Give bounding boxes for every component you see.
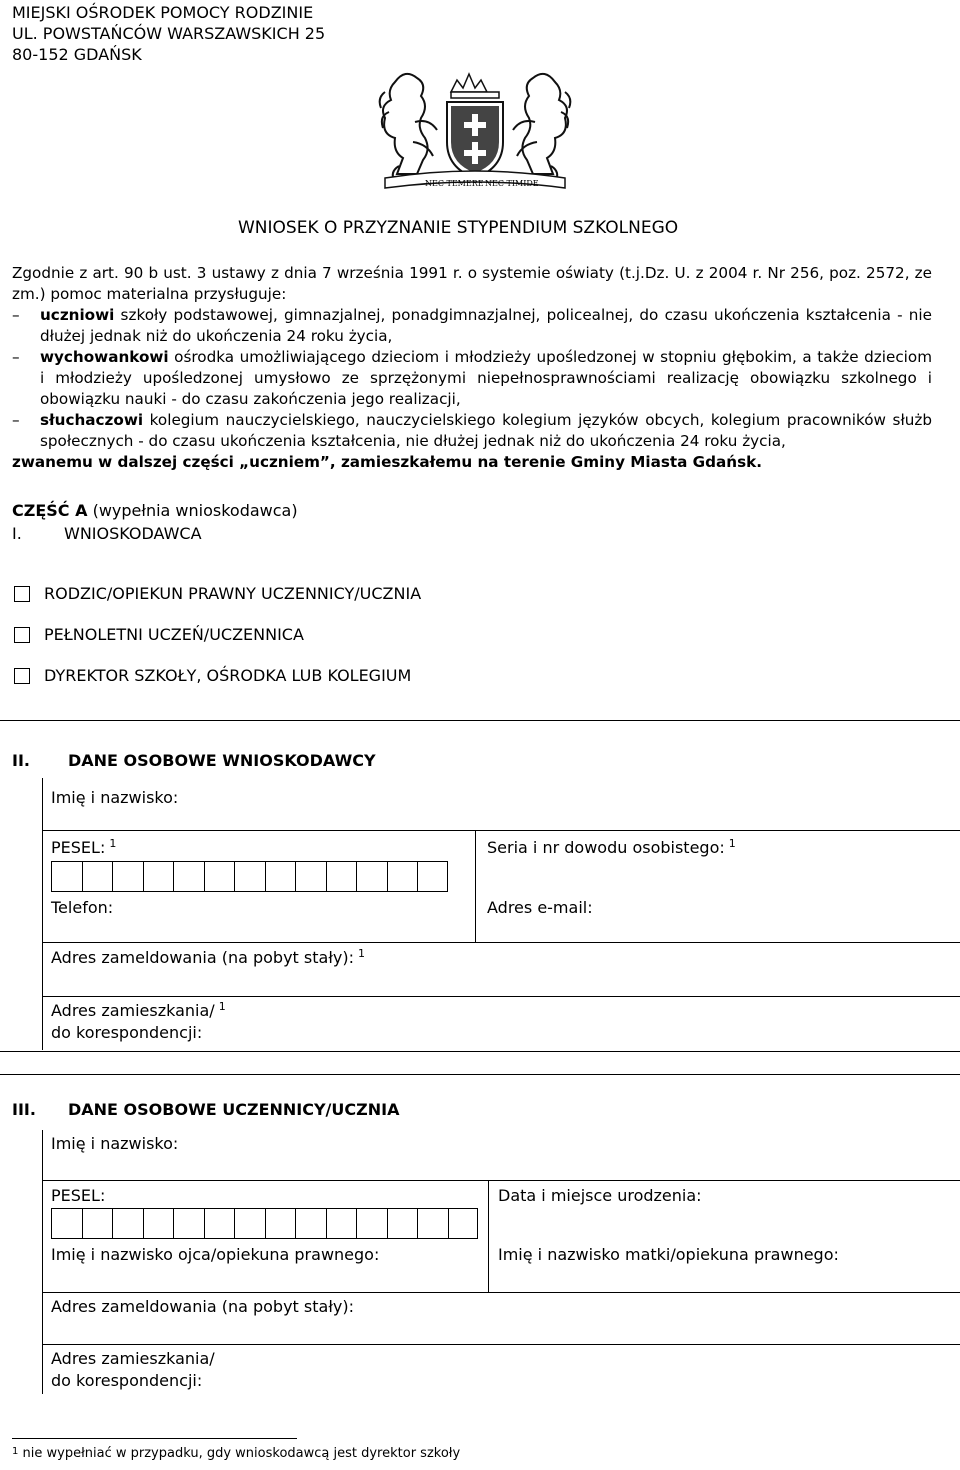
applicant-email-label: Adres e-mail: [487, 898, 593, 917]
section-2-title: DANE OSOBOWE WNIOSKODAWCY [68, 751, 376, 770]
footnote-mark: 1 [12, 1446, 19, 1457]
divider [42, 942, 960, 943]
checkbox-label: DYREKTOR SZKOŁY, OŚRODKA LUB KOLEGIUM [44, 666, 412, 685]
divider [42, 996, 960, 997]
item-keyword: wychowankowi [40, 348, 169, 366]
dash-marker: – [12, 411, 20, 429]
divider [488, 1180, 489, 1292]
checkbox-label: RODZIC/OPIEKUN PRAWNY UCZENNICY/UCZNIA [44, 584, 422, 603]
student-father-label: Imię i nazwisko ojca/opiekuna prawnego: [51, 1245, 380, 1264]
divider [42, 1344, 960, 1345]
divider [42, 778, 43, 1050]
student-correspondence-label: do korespondencji: [51, 1371, 203, 1390]
footnote-ref: 1 [728, 837, 736, 850]
section-1-title: WNIOSKODAWCA [64, 524, 202, 543]
applicant-registered-address-label [51, 948, 365, 968]
office-address [12, 2, 325, 65]
footnote-ref: 1 [357, 947, 365, 960]
checkbox[interactable] [14, 668, 30, 684]
list-item [12, 347, 932, 410]
item-text: ośrodka umożliwiającego dzieciom i młodzieży upośledzonej w stopniu głębokim, a także dzieciom i młodzieży upośledzonej umysłowo ze sprzężonymi niepełnosprawnościami realizację obowiązku szkolnego i obowiązku nauki - do czasu zakończenia jego realizacji, [40, 348, 932, 408]
divider [42, 1130, 43, 1394]
reg-address-text: Adres zameldowania (na pobyt stały): [51, 948, 354, 967]
list-item [12, 410, 932, 452]
divider [42, 830, 960, 831]
checkbox[interactable] [14, 627, 30, 643]
footnote [12, 1446, 460, 1461]
checkbox-adult-student[interactable] [14, 625, 304, 644]
checkbox-label: PEŁNOLETNI UCZEŃ/UCZENNICA [44, 625, 304, 644]
checkbox-parent[interactable] [14, 584, 421, 603]
applicant-correspondence-label: do korespondencji: [51, 1023, 203, 1042]
footnote-separator [12, 1438, 297, 1439]
applicant-pesel-label [51, 838, 116, 858]
part-a-note: (wypełnia wnioskodawca) [92, 501, 298, 520]
id-label-text: Seria i nr dowodu osobistego: [487, 838, 725, 857]
student-residence-address-label: Adres zamieszkania/ [51, 1349, 215, 1368]
item-keyword: słuchaczowi [40, 411, 144, 429]
office-street: UL. POWSTAŃCÓW WARSZAWSKICH 25 [12, 24, 326, 43]
student-name-label: Imię i nazwisko: [51, 1134, 179, 1153]
student-pesel-input[interactable] [51, 1208, 478, 1239]
checkbox[interactable] [14, 586, 30, 602]
gdansk-crest-icon [355, 62, 595, 192]
footnote-ref: 1 [218, 1000, 226, 1013]
pesel-label-text: PESEL: [51, 838, 106, 857]
intro-closing: zwanemu w dalszej części „uczniem”, zamieszkałemu na terenie Gminy Miasta Gdańsk. [12, 453, 762, 471]
checkbox-director[interactable] [14, 666, 411, 685]
motto-right: NEC TIMIDE [485, 179, 539, 188]
applicant-name-label: Imię i nazwisko: [51, 788, 179, 807]
item-text: szkoły podstawowej, gimnazjalnej, ponadgimnazjalnej, policealnej, do czasu ukończenia kształcenia - nie dłużej jednak niż do ukończenia 24 roku życia, [40, 306, 932, 345]
form-title: WNIOSEK O PRZYZNANIE STYPENDIUM SZKOLNEGO [238, 218, 679, 238]
intro-lead: Zgodnie z art. 90 b ust. 3 ustawy z dnia 7 września 1991 r. o systemie oświaty (t.j.Dz. U. z 2004 r. Nr 256, poz. 2572, ze zm.) pomoc materialna przysługuje: [12, 264, 932, 303]
list-item [12, 305, 932, 347]
legal-intro [12, 263, 932, 473]
student-registered-address-label: Adres zameldowania (na pobyt stały): [51, 1297, 354, 1316]
res-address-text: Adres zamieszkania/ [51, 1001, 215, 1020]
applicant-phone-label: Telefon: [51, 898, 114, 917]
part-a-label: CZĘŚĆ A [12, 501, 88, 520]
student-birth-label: Data i miejsce urodzenia: [498, 1186, 702, 1205]
footnote-ref: 1 [109, 837, 117, 850]
divider [42, 1180, 960, 1181]
applicant-residence-address-label [51, 1001, 226, 1021]
divider [42, 1292, 960, 1293]
motto-left: NEC TEMERE [425, 179, 484, 188]
section-3-number: III. [12, 1100, 36, 1119]
section-3-title: DANE OSOBOWE UCZENNICY/UCZNIA [68, 1100, 400, 1119]
section-2-number: II. [12, 751, 30, 770]
section-1-number: I. [12, 524, 22, 543]
office-city: 80-152 GDAŃSK [12, 45, 142, 64]
dash-marker: – [12, 348, 20, 366]
applicant-id-label [487, 838, 736, 858]
office-name: MIEJSKI OŚRODEK POMOCY RODZINIE [12, 3, 314, 22]
item-keyword: uczniowi [40, 306, 115, 324]
divider [475, 830, 476, 942]
item-text: kolegium nauczycielskiego, nauczycielskiego kolegium języków obcych, kolegium pracowników służb społecznych - do czasu ukończenia kształcenia, nie dłużej jednak niż do ukończenia 24 roku życia, [40, 411, 932, 450]
part-a-heading [12, 499, 298, 545]
dash-marker: – [12, 306, 20, 324]
footnote-text: nie wypełniać w przypadku, gdy wnioskodawcą jest dyrektor szkoły [22, 1446, 461, 1461]
student-pesel-label: PESEL: [51, 1186, 106, 1205]
student-mother-label: Imię i nazwisko matki/opiekuna prawnego: [498, 1245, 839, 1264]
applicant-pesel-input[interactable] [51, 861, 448, 892]
